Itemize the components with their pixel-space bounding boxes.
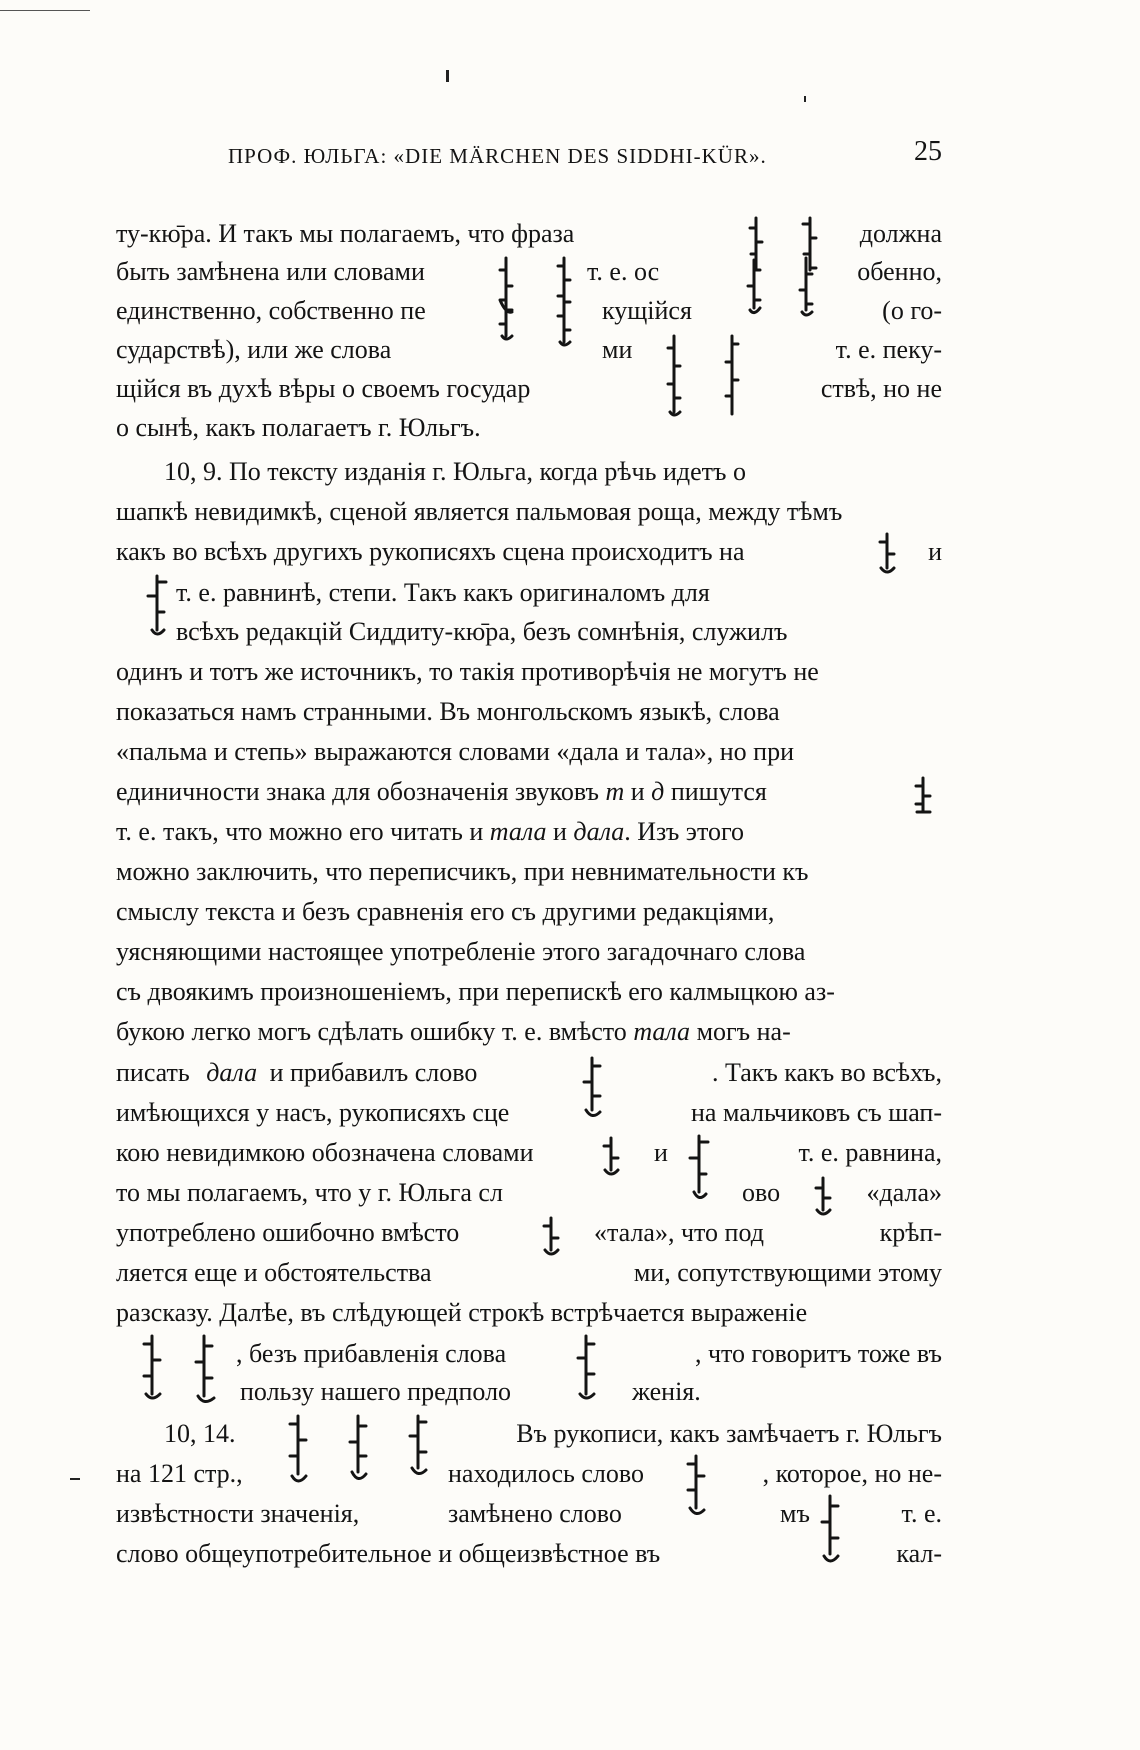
text-segment: находилось слово	[448, 1459, 644, 1488]
text-segment: одинъ и тотъ же источникъ, то такія противорѣчія не могутъ не	[116, 657, 819, 686]
text-segment: смыслу текста и безъ сравненія его съ другими редакціями,	[116, 897, 775, 926]
text-line	[116, 373, 942, 405]
print-mark	[446, 70, 449, 82]
text-segment: могъ на-	[696, 1017, 791, 1046]
text-segment: о сынѣ, какъ полагаетъ г. Юльгъ.	[116, 413, 481, 442]
text-line	[116, 1097, 942, 1129]
text-segment: букою легко могъ сдѣлать ошибку т. е. вмѣсто	[116, 1017, 627, 1046]
text-segment: ово	[742, 1178, 781, 1207]
text-segment: на 121 стр.,	[116, 1459, 243, 1488]
text-segment: ляется еще и обстоятельства	[116, 1258, 432, 1287]
text-line	[116, 936, 942, 968]
text-segment: дала	[573, 817, 625, 846]
text-line	[116, 976, 942, 1008]
page-number: 25	[914, 136, 942, 167]
running-title: ПРОФ. ЮЛЬГА: «DIE MÄRCHEN DES SIDDHI-KÜR».	[228, 144, 767, 168]
text-segment: «тала», что под	[594, 1218, 764, 1247]
text-segment: т. е. ос	[587, 257, 660, 286]
text-segment: сударствѣ), или же слова	[116, 335, 392, 364]
text-segment: , которое, но не-	[762, 1459, 942, 1488]
text-segment: дала	[206, 1058, 258, 1087]
text-segment: показаться намъ странными. Въ монгольскомъ языкѣ, слова	[116, 697, 780, 726]
mongolian-word-glyph	[574, 1332, 598, 1404]
text-segment: т. е. пеку-	[835, 335, 942, 364]
text-segment: то мы полагаемъ, что у г. Юльга сл	[116, 1178, 503, 1207]
text-line	[116, 1016, 942, 1048]
text-line	[116, 656, 942, 688]
text-line	[116, 496, 942, 528]
text-segment: (о го-	[882, 296, 942, 325]
text-line	[116, 1217, 942, 1249]
mongolian-word-glyph	[540, 1214, 562, 1258]
mongolian-word-glyph	[876, 530, 898, 576]
text-segment: т. е. равнинѣ, степи. Такъ какъ оригиналомъ для	[176, 578, 710, 607]
text-segment: т	[605, 777, 625, 806]
text-line	[116, 1137, 942, 1169]
text-segment: замѣнено слово	[448, 1499, 622, 1528]
text-segment: т. е. такъ, что можно его читать и	[116, 817, 484, 846]
text-segment: ствѣ, но не	[820, 374, 942, 403]
mongolian-word-glyph	[722, 332, 742, 420]
text-segment: тала	[489, 817, 547, 846]
text-segment: какъ во всѣхъ другихъ рукописяхъ сцена происходитъ на	[116, 537, 745, 566]
text-line	[116, 816, 942, 848]
text-segment: «пальма и степь» выражаются словами «дала и тала», но при	[116, 737, 794, 766]
text-segment: ми, сопутствующими этому	[633, 1258, 942, 1287]
text-segment: кал-	[896, 1539, 942, 1568]
text-segment: всѣхъ редакцій Сиддиту-кю̄ра, безъ сомнѣнія, служилъ	[176, 617, 788, 646]
text-segment: и	[928, 537, 942, 566]
text-line	[116, 696, 942, 728]
text-segment: кою невидимкою обозначена словами	[116, 1138, 534, 1167]
text-segment: должна	[859, 219, 942, 248]
text-segment: тала	[633, 1017, 691, 1046]
text-segment: т. е. равнина,	[798, 1138, 942, 1167]
text-segment: женія.	[632, 1377, 701, 1406]
running-header	[228, 136, 942, 176]
text-segment: на мальчиковъ съ шап-	[691, 1098, 942, 1127]
text-segment: имѣющихся у насъ, рукописяхъ сце	[116, 1098, 510, 1127]
text-segment: кущійся	[602, 296, 692, 325]
text-segment: 10, 9. По тексту изданія г. Юльга, когда рѣчь идетъ о	[164, 457, 746, 486]
text-line	[116, 1057, 942, 1089]
text-segment: . Такъ какъ во всѣхъ,	[711, 1058, 942, 1087]
text-segment: и прибавилъ слово	[269, 1058, 478, 1087]
text-line	[116, 736, 942, 768]
text-segment: . Изъ этого	[624, 817, 744, 846]
mongolian-word-glyph	[686, 1132, 712, 1202]
text-segment: уясняющими настоящее употребленіе этого загадочнаго слова	[116, 937, 806, 966]
text-line	[116, 1297, 942, 1329]
text-line	[116, 896, 942, 928]
text-line	[164, 1418, 942, 1450]
mongolian-word-glyph	[286, 1412, 310, 1488]
print-mark	[70, 1478, 80, 1480]
text-segment: щійся въ духѣ вѣры о своемъ государ	[116, 374, 531, 403]
mongolian-word-glyph	[664, 332, 684, 420]
mongolian-word-glyph	[144, 572, 170, 638]
mongolian-word-glyph	[140, 1332, 164, 1404]
text-segment: быть замѣнена или словами	[116, 257, 425, 286]
mongolian-word-glyph	[818, 1492, 842, 1568]
text-segment: , безъ прибавленія слова	[236, 1339, 507, 1368]
mongolian-word-glyph	[580, 1054, 604, 1120]
text-segment: и	[654, 1138, 668, 1167]
text-segment: писать	[116, 1058, 190, 1087]
text-line	[116, 412, 942, 444]
text-segment: , что говоритъ тоже въ	[694, 1339, 942, 1368]
text-segment: и	[630, 777, 645, 806]
mongolian-word-glyph	[912, 774, 934, 820]
text-segment: единственно, собственно пе	[116, 296, 426, 325]
text-segment: обенно,	[857, 257, 942, 286]
text-segment: можно заключить, что переписчикъ, при невнимательности къ	[116, 857, 809, 886]
text-segment: мъ	[780, 1499, 810, 1528]
text-segment: «дала»	[866, 1178, 942, 1207]
text-segment: шапкѣ невидимкѣ, сценой является пальмовая роща, между тѣмъ	[116, 497, 843, 526]
text-line	[116, 776, 942, 808]
text-segment: употреблено ошибочно вмѣсто	[116, 1218, 460, 1247]
text-segment: т. е.	[901, 1499, 942, 1528]
text-segment: пишутся	[670, 777, 767, 806]
text-line	[176, 616, 942, 648]
text-segment: и	[553, 817, 567, 846]
mongolian-word-glyph	[406, 1412, 430, 1478]
text-segment: съ двоякимъ произношеніемъ, при перепискѣ его калмыцкою аз-	[116, 977, 835, 1006]
mongolian-word-glyph	[554, 292, 574, 348]
mongolian-word-glyph	[192, 1332, 218, 1408]
text-segment: 10, 14.	[164, 1419, 236, 1448]
text-segment: ту-кю̄ра. И такъ мы полагаемъ, что фраза	[116, 219, 575, 248]
print-mark	[804, 96, 806, 102]
text-segment: единичности знака для обозначенія звуковъ	[116, 777, 599, 806]
text-line	[116, 334, 942, 366]
text-line	[116, 456, 942, 488]
mongolian-word-glyph	[600, 1134, 622, 1178]
text-segment: ми	[602, 335, 633, 364]
print-mark	[0, 10, 90, 11]
text-segment: извѣстности значенія,	[116, 1499, 360, 1528]
text-segment: Въ рукописи, какъ замѣчаетъ г. Юльгъ	[516, 1419, 942, 1448]
text-segment: слово общеупотребительное и общеизвѣстное въ	[116, 1539, 661, 1568]
text-line	[176, 577, 942, 609]
text-line	[116, 1257, 942, 1289]
text-line	[116, 536, 942, 568]
text-segment: разсказу. Далѣе, въ слѣдующей строкѣ встрѣчается выраженіе	[116, 1298, 808, 1327]
mongolian-word-glyph	[744, 256, 764, 316]
text-line	[116, 1458, 942, 1490]
text-line	[116, 295, 942, 327]
mongolian-word-glyph	[496, 296, 516, 344]
text-line	[116, 856, 942, 888]
text-segment: пользу нашего предполо	[240, 1377, 512, 1406]
mongolian-word-glyph	[796, 254, 818, 318]
mongolian-word-glyph	[812, 1174, 834, 1218]
mongolian-word-glyph	[346, 1412, 370, 1486]
text-segment: д	[651, 777, 665, 806]
mongolian-word-glyph	[684, 1452, 708, 1518]
text-segment: крѣп-	[879, 1218, 942, 1247]
